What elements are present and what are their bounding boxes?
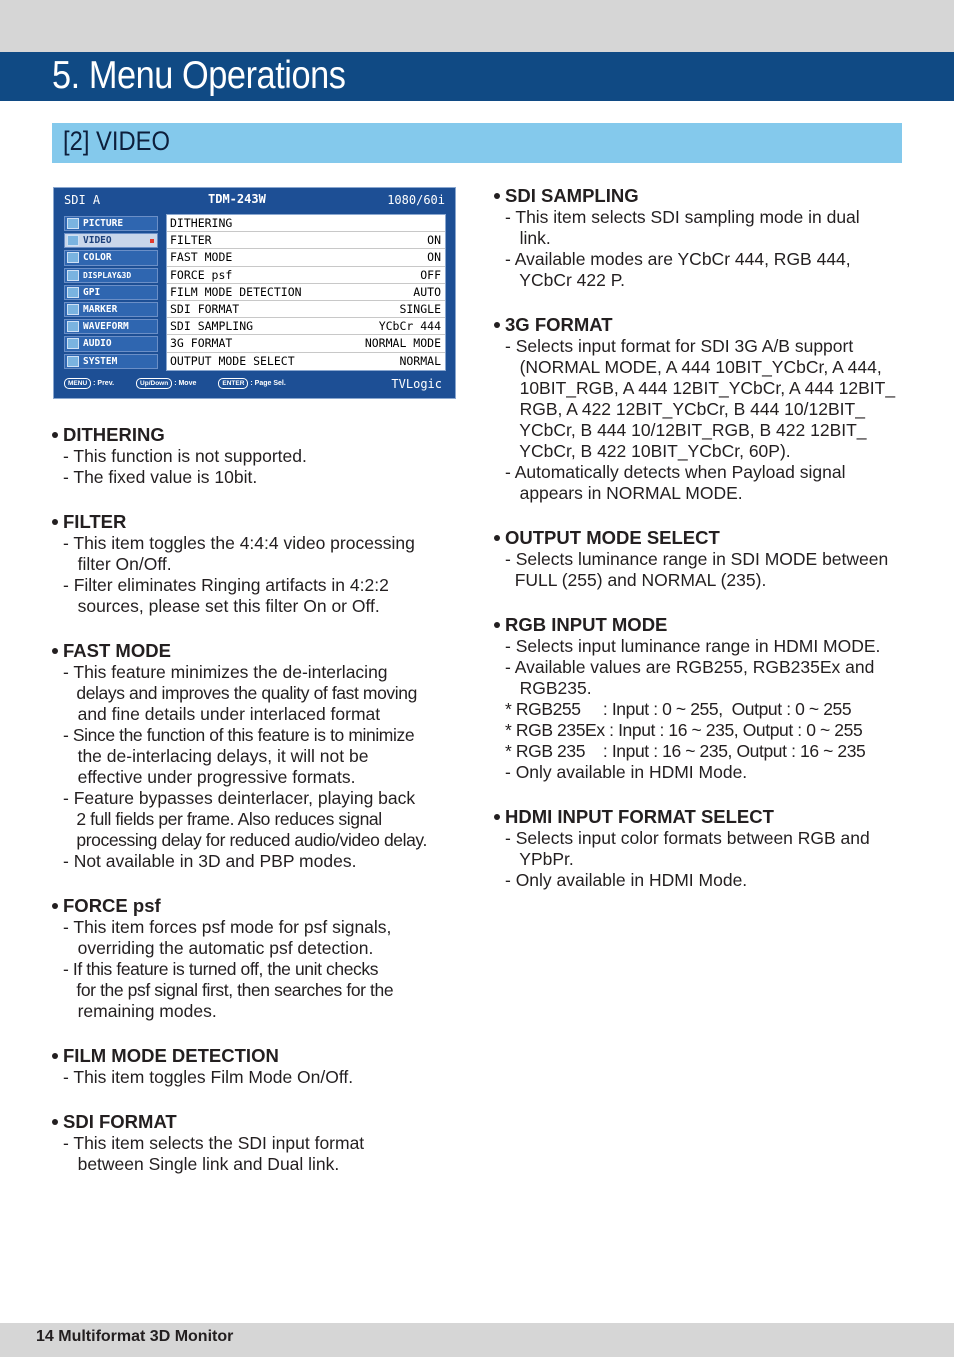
osd-setting-value: YCbCr 444 bbox=[378, 319, 441, 334]
feature-heading bbox=[494, 614, 909, 636]
description-line: - Selects input format for SDI 3G A/B support bbox=[505, 336, 854, 356]
feature-section bbox=[52, 1045, 472, 1088]
feature-title: FORCE psf bbox=[63, 895, 161, 916]
osd-menu-item bbox=[64, 268, 158, 283]
feature-description bbox=[494, 828, 909, 891]
left-column bbox=[52, 424, 472, 1198]
feature-description bbox=[494, 549, 909, 591]
osd-menu-label: VIDEO bbox=[83, 235, 112, 247]
feature-title: RGB INPUT MODE bbox=[505, 614, 668, 635]
description-line: YCbCr, B 444 10/12BIT_RGB, B 422 12BIT_ bbox=[505, 420, 867, 440]
description-line: sources, please set this filter On or Off. bbox=[63, 596, 380, 616]
description-line: - Filter eliminates Ringing artifacts in 4:2:2 bbox=[63, 575, 389, 595]
description-line: - Automatically detects when Payload signal bbox=[505, 462, 846, 482]
feature-heading bbox=[52, 640, 472, 662]
osd-setting-row bbox=[167, 301, 445, 318]
osd-menu-icon bbox=[67, 235, 79, 246]
description-line: appears in NORMAL MODE. bbox=[505, 483, 743, 503]
feature-description bbox=[52, 1133, 472, 1175]
feature-heading bbox=[52, 895, 472, 917]
feature-description bbox=[494, 636, 909, 783]
description-line: - Only available in HDMI Mode. bbox=[505, 870, 748, 890]
description-line: * RGB 235 : Input : 16 ~ 235, Output : 16 ~ 235 bbox=[505, 741, 866, 761]
feature-section bbox=[52, 424, 472, 488]
description-line: processing delay for reduced audio/video delay. bbox=[63, 830, 427, 850]
description-line: between Single link and Dual link. bbox=[63, 1154, 340, 1174]
osd-menu-icon bbox=[67, 338, 79, 349]
feature-heading bbox=[494, 314, 909, 336]
osd-setting-name: FILM MODE DETECTION bbox=[170, 284, 302, 299]
feature-title: OUTPUT MODE SELECT bbox=[505, 527, 720, 548]
osd-setting-row bbox=[167, 215, 445, 232]
osd-settings-table bbox=[166, 214, 446, 371]
feature-heading bbox=[52, 1111, 472, 1133]
description-line: - This item selects the SDI input format bbox=[63, 1133, 365, 1153]
description-line: - Since the function of this feature is to minimize bbox=[63, 725, 415, 745]
osd-key-badge: MENU bbox=[64, 378, 91, 389]
description-line: effective under progressive formats. bbox=[63, 767, 356, 787]
osd-setting-value: OFF bbox=[420, 267, 441, 282]
feature-section bbox=[494, 614, 909, 783]
feature-heading bbox=[494, 527, 909, 549]
description-line: - If this feature is turned off, the unit checks bbox=[63, 959, 379, 979]
feature-section bbox=[52, 1111, 472, 1175]
description-line: - Only available in HDMI Mode. bbox=[505, 762, 748, 782]
osd-setting-value: ON bbox=[427, 250, 441, 265]
osd-model-label: TDM-243W bbox=[208, 192, 266, 206]
osd-menu-item bbox=[64, 302, 158, 317]
osd-menu-item bbox=[64, 250, 158, 265]
osd-selected-marker bbox=[150, 239, 154, 243]
osd-setting-name: DITHERING bbox=[170, 216, 233, 230]
description-line: 10BIT_RGB, A 444 12BIT_YCbCr, A 444 12BIT_ bbox=[505, 378, 896, 398]
feature-section bbox=[52, 640, 472, 872]
description-line: and fine details under interlaced format bbox=[63, 704, 381, 724]
osd-setting-value: NORMAL MODE bbox=[364, 336, 441, 351]
osd-menu-icon bbox=[67, 356, 79, 367]
osd-menu-item bbox=[64, 319, 158, 334]
osd-menu-label: PICTURE bbox=[83, 218, 124, 229]
description-line: (NORMAL MODE, A 444 10BIT_YCbCr, A 444, bbox=[505, 357, 882, 377]
feature-title: FAST MODE bbox=[63, 640, 171, 661]
osd-setting-row bbox=[167, 335, 445, 352]
osd-menu-icon bbox=[67, 287, 79, 298]
osd-menu-icon bbox=[67, 270, 79, 281]
osd-setting-row bbox=[167, 353, 445, 370]
osd-setting-name: FAST MODE bbox=[170, 250, 233, 265]
bullet-icon bbox=[52, 903, 58, 909]
description-line: 2 full fields per frame. Also reduces signal bbox=[63, 809, 382, 829]
feature-title: 3G FORMAT bbox=[505, 314, 613, 335]
osd-setting-value: AUTO bbox=[413, 284, 441, 299]
osd-menu-icon bbox=[67, 321, 79, 332]
feature-section bbox=[52, 895, 472, 1022]
bullet-icon bbox=[494, 814, 500, 820]
description-line: overriding the automatic psf detection. bbox=[63, 938, 374, 958]
osd-brand-logo: TVLogic bbox=[391, 377, 442, 391]
osd-key-legend bbox=[64, 378, 446, 394]
description-line: - The fixed value is 10bit. bbox=[63, 467, 258, 487]
osd-setting-value: SINGLE bbox=[399, 301, 441, 316]
feature-heading bbox=[52, 511, 472, 533]
description-line: - Available modes are YCbCr 444, RGB 444, bbox=[505, 249, 851, 269]
feature-title: SDI SAMPLING bbox=[505, 185, 639, 206]
osd-menu-label: COLOR bbox=[83, 252, 112, 264]
feature-heading bbox=[52, 1045, 472, 1067]
description-line: filter On/Off. bbox=[63, 554, 172, 574]
osd-setting-value: NORMAL bbox=[399, 353, 441, 368]
feature-description bbox=[494, 336, 909, 504]
bullet-icon bbox=[494, 535, 500, 541]
description-line: - Available values are RGB255, RGB235Ex and bbox=[505, 657, 875, 677]
feature-description bbox=[494, 207, 909, 291]
osd-menu-label: DISPLAY&3D bbox=[83, 270, 132, 280]
section-header bbox=[52, 123, 902, 163]
osd-menu-screenshot bbox=[53, 187, 456, 399]
bullet-icon bbox=[52, 1119, 58, 1125]
osd-menu-icon bbox=[67, 218, 79, 229]
osd-setting-name: SDI FORMAT bbox=[170, 301, 240, 316]
feature-title: SDI FORMAT bbox=[63, 1111, 177, 1132]
osd-key-badge: ENTER bbox=[218, 378, 248, 389]
osd-setting-row bbox=[167, 232, 445, 249]
feature-title: HDMI INPUT FORMAT SELECT bbox=[505, 806, 774, 827]
description-line: - Feature bypasses deinterlacer, playing back bbox=[63, 788, 416, 808]
description-line: * RGB 235Ex : Input : 16 ~ 235, Output : 0 ~ 255 bbox=[505, 720, 863, 740]
description-line: - This feature minimizes the de-interlacing bbox=[63, 662, 388, 682]
bullet-icon bbox=[494, 193, 500, 199]
page-footer bbox=[0, 1323, 954, 1357]
right-column bbox=[494, 185, 909, 914]
osd-key-badge: Up/Down bbox=[136, 378, 172, 389]
osd-key-label: : Prev. bbox=[93, 380, 115, 387]
description-line: - This item selects SDI sampling mode in dual bbox=[505, 207, 860, 227]
bullet-icon bbox=[494, 322, 500, 328]
chapter-header bbox=[0, 52, 954, 101]
feature-section bbox=[494, 527, 909, 591]
osd-menu-label: MARKER bbox=[83, 303, 118, 315]
description-line: for the psf signal first, then searches for the bbox=[63, 980, 394, 1000]
description-line: YCbCr, B 422 10BIT_YCbCr, 60P). bbox=[505, 441, 791, 461]
description-line: RGB235. bbox=[505, 678, 592, 698]
description-line: - Selects input luminance range in HDMI MODE. bbox=[505, 636, 881, 656]
feature-description bbox=[52, 662, 472, 872]
feature-section bbox=[494, 314, 909, 504]
osd-setting-row bbox=[167, 284, 445, 301]
feature-section bbox=[494, 806, 909, 891]
osd-menu-item bbox=[64, 233, 158, 248]
osd-menu-icon bbox=[67, 304, 79, 315]
description-line: - Selects input color formats between RGB and bbox=[505, 828, 870, 848]
osd-key-label: : Move bbox=[174, 380, 197, 387]
top-band bbox=[0, 0, 954, 52]
feature-heading bbox=[52, 424, 472, 446]
feature-description bbox=[52, 917, 472, 1022]
feature-title: FILM MODE DETECTION bbox=[63, 1045, 279, 1066]
osd-format-label: 1080/60i bbox=[387, 193, 445, 207]
osd-menu-item bbox=[64, 285, 158, 300]
osd-setting-name: FORCE psf bbox=[170, 267, 233, 282]
feature-heading bbox=[494, 185, 909, 207]
osd-setting-row bbox=[167, 249, 445, 266]
feature-title: DITHERING bbox=[63, 424, 165, 445]
description-line: YPbPr. bbox=[505, 849, 574, 869]
osd-key-label: : Page Sel. bbox=[250, 380, 286, 387]
description-line: YCbCr 422 P. bbox=[505, 270, 625, 290]
description-line: - Selects luminance range in SDI MODE between bbox=[505, 549, 889, 569]
feature-description bbox=[52, 446, 472, 488]
bullet-icon bbox=[52, 432, 58, 438]
osd-menu-item bbox=[64, 354, 158, 369]
osd-setting-name: SDI SAMPLING bbox=[170, 319, 254, 334]
osd-menu-item bbox=[64, 216, 158, 231]
osd-setting-name: FILTER bbox=[170, 233, 212, 248]
osd-setting-value: ON bbox=[427, 233, 441, 248]
bullet-icon bbox=[52, 1053, 58, 1059]
description-line: RGB, A 422 12BIT_YCbCr, B 444 10/12BIT_ bbox=[505, 399, 865, 419]
page-footer-text: 14 Multiformat 3D Monitor bbox=[36, 1328, 234, 1345]
bullet-icon bbox=[494, 622, 500, 628]
feature-title: FILTER bbox=[63, 511, 127, 532]
feature-description bbox=[52, 533, 472, 617]
bullet-icon bbox=[52, 648, 58, 654]
description-line: * RGB255 : Input : 0 ~ 255, Output : 0 ~ 255 bbox=[505, 699, 852, 719]
section-title: [2] VIDEO bbox=[63, 126, 170, 156]
osd-side-menu bbox=[64, 216, 158, 371]
description-line: remaining modes. bbox=[63, 1001, 217, 1021]
description-line: - This function is not supported. bbox=[63, 446, 307, 466]
osd-menu-label: GPI bbox=[83, 286, 101, 298]
chapter-title: 5. Menu Operations bbox=[52, 54, 346, 97]
description-line: - This item toggles the 4:4:4 video processing bbox=[63, 533, 415, 553]
osd-menu-item bbox=[64, 336, 158, 351]
description-line: the de-interlacing delays, it will not be bbox=[63, 746, 369, 766]
feature-heading bbox=[494, 806, 909, 828]
feature-description bbox=[52, 1067, 472, 1088]
bullet-icon bbox=[52, 519, 58, 525]
description-line: - Not available in 3D and PBP modes. bbox=[63, 851, 357, 871]
feature-section bbox=[494, 185, 909, 291]
osd-setting-name: 3G FORMAT bbox=[170, 336, 233, 351]
osd-input-label: SDI A bbox=[64, 193, 101, 207]
description-line: FULL (255) and NORMAL (235). bbox=[505, 570, 767, 590]
osd-setting-name: OUTPUT MODE SELECT bbox=[170, 353, 295, 368]
osd-menu-label: AUDIO bbox=[83, 338, 112, 350]
feature-section bbox=[52, 511, 472, 617]
osd-setting-row bbox=[167, 267, 445, 284]
osd-menu-label: WAVEFORM bbox=[83, 321, 129, 333]
osd-setting-row bbox=[167, 318, 445, 335]
description-line: delays and improves the quality of fast moving bbox=[63, 683, 417, 703]
description-line: - This item forces psf mode for psf signals, bbox=[63, 917, 392, 937]
osd-menu-label: SYSTEM bbox=[83, 355, 118, 367]
description-line: - This item toggles Film Mode On/Off. bbox=[63, 1067, 354, 1087]
osd-status-bar bbox=[54, 192, 455, 210]
description-line: link. bbox=[505, 228, 551, 248]
osd-menu-icon bbox=[67, 252, 79, 263]
